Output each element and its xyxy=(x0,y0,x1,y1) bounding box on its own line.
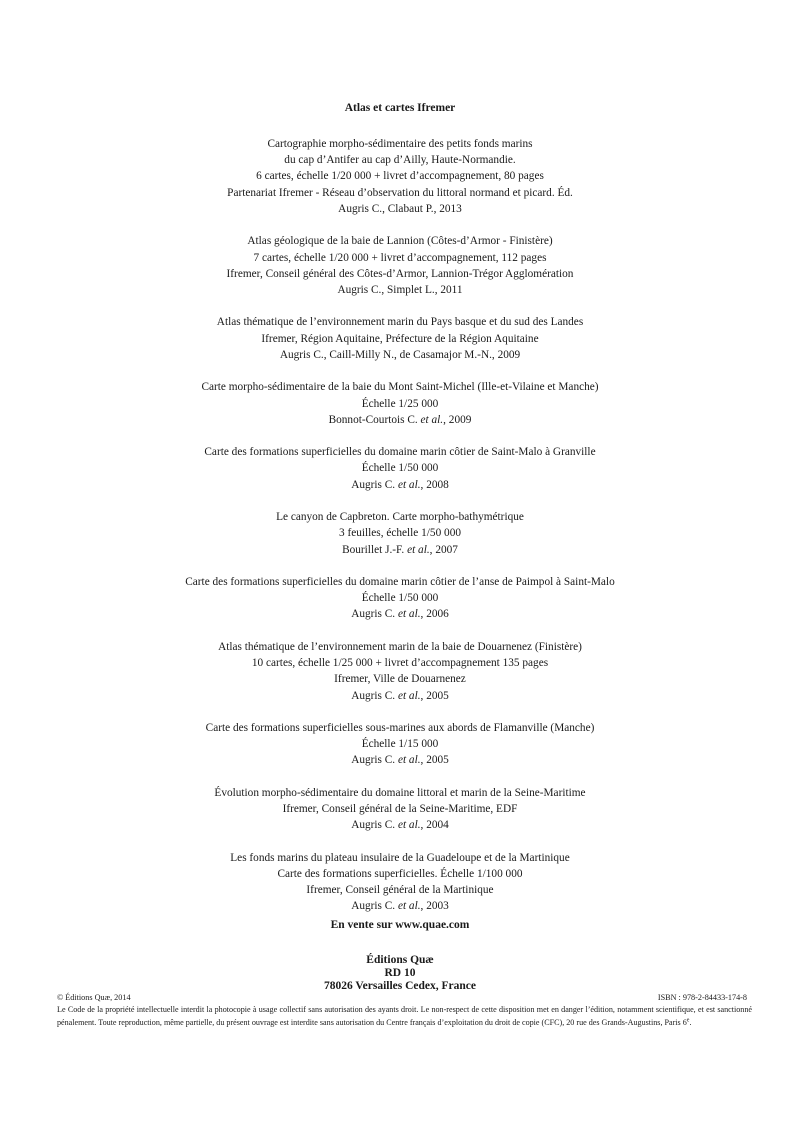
entry-text: Ifremer, Région Aquitaine, Préfecture de la Région Aquitaine xyxy=(261,332,539,345)
entry-text: Ifremer, Conseil général des Côtes-d’Armor, Lannion-Trégor Agglomération xyxy=(226,267,574,280)
entry-italic-text: et al. xyxy=(397,900,421,913)
entry-line xyxy=(0,347,800,363)
entry-text: Augris C. xyxy=(351,478,398,491)
entry-text: Atlas thématique de l’environnement marin du Pays basque et du sud des Landes xyxy=(216,316,584,329)
entry-text: Augris C., Clabaut P., 2013 xyxy=(338,202,462,215)
catalog-entries xyxy=(0,136,800,931)
entry-text: Échelle 1/50 000 xyxy=(361,462,439,475)
entry-text: Augris C. xyxy=(351,608,398,621)
legal-end: . xyxy=(689,1017,692,1027)
entry-line xyxy=(0,412,800,428)
catalog-entry xyxy=(0,444,800,493)
entry-text: Augris C. xyxy=(351,819,398,832)
catalog-entry xyxy=(0,509,800,558)
catalog-entry xyxy=(0,314,800,363)
entry-text: Ifremer, Conseil général de la Seine-Maritime, EDF xyxy=(282,803,518,816)
catalog-entry xyxy=(0,233,800,298)
entry-text: du cap d’Antifer au cap d’Ailly, Haute-Normandie. xyxy=(284,154,516,167)
entry-line xyxy=(0,233,800,249)
entry-line xyxy=(0,444,800,460)
entry-text: , 2003 xyxy=(420,900,449,913)
entry-line xyxy=(0,542,800,558)
entry-italic-text: et al. xyxy=(420,413,444,426)
catalog-entry xyxy=(0,850,800,915)
entry-text: 6 cartes, échelle 1/20 000 + livret d’accompagnement, 80 pages xyxy=(256,170,544,183)
entry-line xyxy=(0,720,800,736)
entry-italic-text: et al. xyxy=(397,478,421,491)
entry-line xyxy=(0,396,800,412)
entry-text: , 2009 xyxy=(443,413,472,426)
entry-line xyxy=(0,639,800,655)
entry-text: Augris C., Caill-Milly N., de Casamajor M.-N., 2009 xyxy=(279,348,521,361)
entry-text: Augris C. xyxy=(351,754,398,767)
entry-text: Augris C. xyxy=(351,900,398,913)
catalog-entry xyxy=(0,720,800,769)
entry-line xyxy=(0,606,800,622)
entry-line xyxy=(0,331,800,347)
entry-text: , 2006 xyxy=(420,608,449,621)
footer-row xyxy=(57,993,747,1002)
entry-text: , 2005 xyxy=(420,689,449,702)
entry-text: Carte des formations superficielles du domaine marin côtier de Saint-Malo à Granville xyxy=(204,446,596,459)
publisher-address xyxy=(0,954,800,993)
entry-line xyxy=(0,898,800,914)
entry-text: Ifremer, Ville de Douarnenez xyxy=(334,673,466,686)
catalog-entry xyxy=(0,639,800,704)
legal-text: Le Code de la propriété intellectuelle interdit la photocopie à usage collectif sans autorisation des ayants droit. Le non-respect de cette disposition met en danger l’édition, notamment scientifique, et est sanctionné pénalement. Toute reproduction, même partielle, du présent ouvrage est interdite sans autorisation du Centre français d’exploitation du droit de copie (CFC), 20 rue des Grands-Augustins, Paris 6 xyxy=(57,1005,752,1027)
entry-italic-text: et al. xyxy=(397,819,421,832)
entry-line xyxy=(0,282,800,298)
sales-notice: En vente sur www.quae.com xyxy=(330,919,470,931)
catalog-entry xyxy=(0,136,800,217)
entry-text: , 2005 xyxy=(420,754,449,767)
entry-text: Partenariat Ifremer - Réseau d’observation du littoral normand et picard. Éd. xyxy=(227,186,573,199)
isbn: ISBN : 978-2-84433-174-8 xyxy=(657,993,747,1002)
entry-text: Le canyon de Capbreton. Carte morpho-bathymétrique xyxy=(276,511,524,524)
entry-text: Carte des formations superficielles du domaine marin côtier de l’anse de Paimpol à Saint-Malo xyxy=(185,576,615,589)
entry-line xyxy=(0,574,800,590)
entry-text: Échelle 1/50 000 xyxy=(361,592,439,605)
entry-line xyxy=(0,671,800,687)
entry-text: 3 feuilles, échelle 1/50 000 xyxy=(338,527,462,540)
publisher-road: RD 10 xyxy=(384,967,416,979)
entry-text: , 2007 xyxy=(429,543,458,556)
entry-line xyxy=(0,201,800,217)
entry-text: Augris C. xyxy=(351,689,398,702)
entry-text: Échelle 1/25 000 xyxy=(361,397,439,410)
copyright-notice: © Éditions Quæ, 2014 xyxy=(57,993,131,1002)
entry-line xyxy=(0,379,800,395)
entry-line xyxy=(0,250,800,266)
entry-line xyxy=(0,525,800,541)
publisher-name: Éditions Quæ xyxy=(366,954,434,966)
entry-text: , 2008 xyxy=(420,478,449,491)
entry-line xyxy=(0,152,800,168)
entry-text: Ifremer, Conseil général de la Martinique xyxy=(306,884,494,897)
entry-italic-text: et al. xyxy=(397,689,421,702)
entry-line xyxy=(0,882,800,898)
entry-text: Bourillet J.-F. xyxy=(342,543,408,556)
entry-text: Les fonds marins du plateau insulaire de la Guadeloupe et de la Martinique xyxy=(230,851,570,864)
publisher-city: 78026 Versailles Cedex, France xyxy=(323,980,477,992)
entry-text: , 2004 xyxy=(420,819,449,832)
entry-text: Échelle 1/15 000 xyxy=(361,738,439,751)
entry-line xyxy=(0,752,800,768)
entry-text: 7 cartes, échelle 1/20 000 + livret d’accompagnement, 112 pages xyxy=(253,251,547,264)
entry-text: Carte morpho-sédimentaire de la baie du Mont Saint-Michel (Ille-et-Vilaine et Manche) xyxy=(201,381,599,394)
entry-line xyxy=(0,817,800,833)
entry-line xyxy=(0,688,800,704)
entry-text: Atlas géologique de la baie de Lannion (Côtes-d’Armor - Finistère) xyxy=(247,235,553,248)
entry-italic-text: et al. xyxy=(397,754,421,767)
entry-text: Bonnot-Courtois C. xyxy=(328,413,421,426)
entry-text: Atlas thématique de l’environnement marin de la baie de Douarnenez (Finistère) xyxy=(218,640,582,653)
entry-text: Cartographie morpho-sédimentaire des petits fonds marins xyxy=(267,138,533,150)
entry-line xyxy=(0,477,800,493)
catalog-heading: Atlas et cartes Ifremer xyxy=(344,102,456,114)
entry-text: Carte des formations superficielles sous-marines aux abords de Flamanville (Manche) xyxy=(205,722,595,735)
entry-text: 10 cartes, échelle 1/25 000 + livret d’accompagnement 135 pages xyxy=(251,657,549,670)
entry-italic-text: et al. xyxy=(397,608,421,621)
catalog-entry xyxy=(0,379,800,428)
entry-text: Évolution morpho-sédimentaire du domaine littoral et marin de la Seine-Maritime xyxy=(214,786,586,799)
entry-text: Carte des formations superficielles. Échelle 1/100 000 xyxy=(277,868,523,881)
entry-line xyxy=(0,785,800,801)
entry-italic-text: et al. xyxy=(407,543,430,556)
catalog-entry xyxy=(0,574,800,623)
entry-line xyxy=(0,168,800,184)
legal-notice xyxy=(57,1004,752,1029)
entry-line xyxy=(0,590,800,606)
entry-text: Augris C., Simplet L., 2011 xyxy=(337,283,463,296)
entry-line xyxy=(0,850,800,866)
entry-line xyxy=(0,314,800,330)
catalog-entry xyxy=(0,785,800,834)
entry-line xyxy=(0,266,800,282)
legal-superscript: e xyxy=(686,1016,690,1023)
entry-line xyxy=(0,655,800,671)
entry-line xyxy=(0,460,800,476)
entry-line xyxy=(0,866,800,882)
entry-line xyxy=(0,185,800,201)
entry-line xyxy=(0,509,800,525)
entry-line xyxy=(0,136,800,152)
entry-line xyxy=(0,736,800,752)
entry-line xyxy=(0,801,800,817)
